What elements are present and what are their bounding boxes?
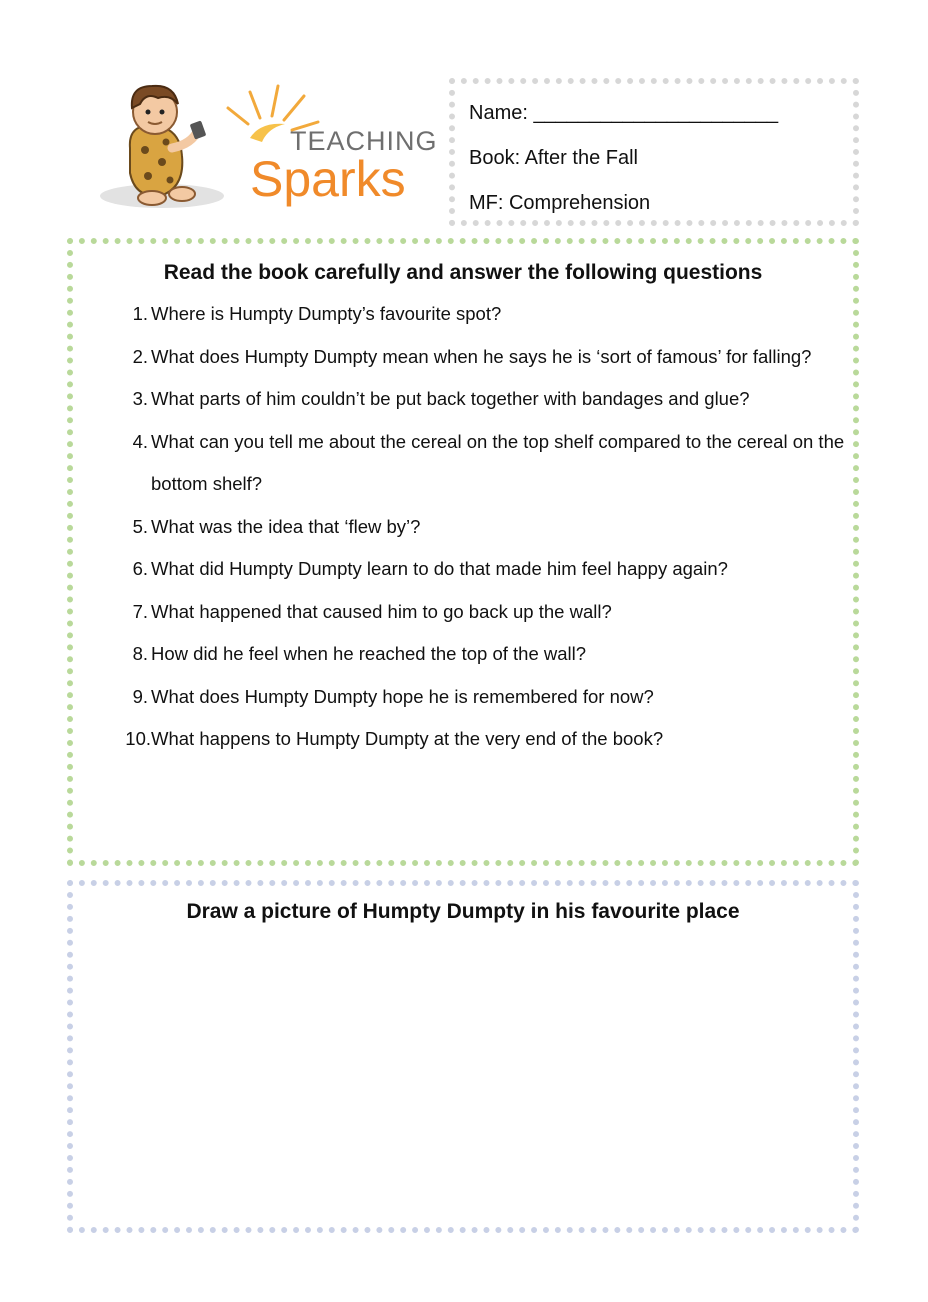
question-text: What does Humpty Dumpty hope he is remembered for now? <box>151 685 654 707</box>
list-item <box>73 591 853 634</box>
questions-section <box>67 238 859 866</box>
list-item <box>73 633 853 676</box>
question-number: 6. <box>132 558 148 579</box>
question-number: 10. <box>125 728 151 749</box>
list-item <box>73 548 853 591</box>
question-text: What did Humpty Dumpty learn to do that made him feel happy again? <box>151 558 728 579</box>
question-text: What was the idea that ‘flew by’? <box>151 515 421 537</box>
question-text: How did he feel when he reached the top of the wall? <box>151 643 587 664</box>
question-text: What can you tell me about the cereal on the top shelf compared to the cereal on the bottom shelf? <box>151 430 845 494</box>
question-text: What parts of him couldn’t be put back together with bandages and glue? <box>151 388 750 409</box>
logo-sparks-text: Sparks <box>250 151 406 207</box>
drawing-area[interactable] <box>67 880 859 1233</box>
list-item <box>73 718 853 761</box>
list-item <box>73 676 853 719</box>
question-number: 9. <box>132 685 148 707</box>
question-number: 8. <box>132 643 148 664</box>
list-item <box>73 378 853 421</box>
list-item <box>73 421 853 506</box>
teaching-sparks-logo <box>100 78 440 218</box>
name-field[interactable]: Name: ______________________ <box>469 102 779 124</box>
question-number: 1. <box>132 303 148 324</box>
question-number: 7. <box>132 600 148 622</box>
question-text: What does Humpty Dumpty mean when he says he is ‘sort of famous’ for falling? <box>151 345 812 367</box>
list-item <box>73 336 853 379</box>
book-title: Book: After the Fall <box>469 147 638 169</box>
caveman-mascot-icon <box>100 78 440 218</box>
list-item <box>73 506 853 549</box>
logo-teaching-text: TEACHING <box>290 126 438 156</box>
question-text: What happened that caused him to go back up the wall? <box>151 600 612 622</box>
question-number: 5. <box>132 515 148 537</box>
student-info-box <box>449 78 859 226</box>
questions-list <box>73 293 853 761</box>
question-text: Where is Humpty Dumpty’s favourite spot? <box>151 303 502 324</box>
focus-label: MF: Comprehension <box>469 192 651 214</box>
list-item <box>73 293 853 336</box>
question-text: What happens to Humpty Dumpty at the very end of the book? <box>151 728 664 749</box>
question-number: 2. <box>132 345 148 367</box>
question-number: 4. <box>132 430 148 452</box>
question-number: 3. <box>132 388 148 409</box>
drawing-title: Draw a picture of Humpty Dumpty in his favourite place <box>186 900 740 923</box>
questions-title: Read the book carefully and answer the following questions <box>163 261 763 284</box>
